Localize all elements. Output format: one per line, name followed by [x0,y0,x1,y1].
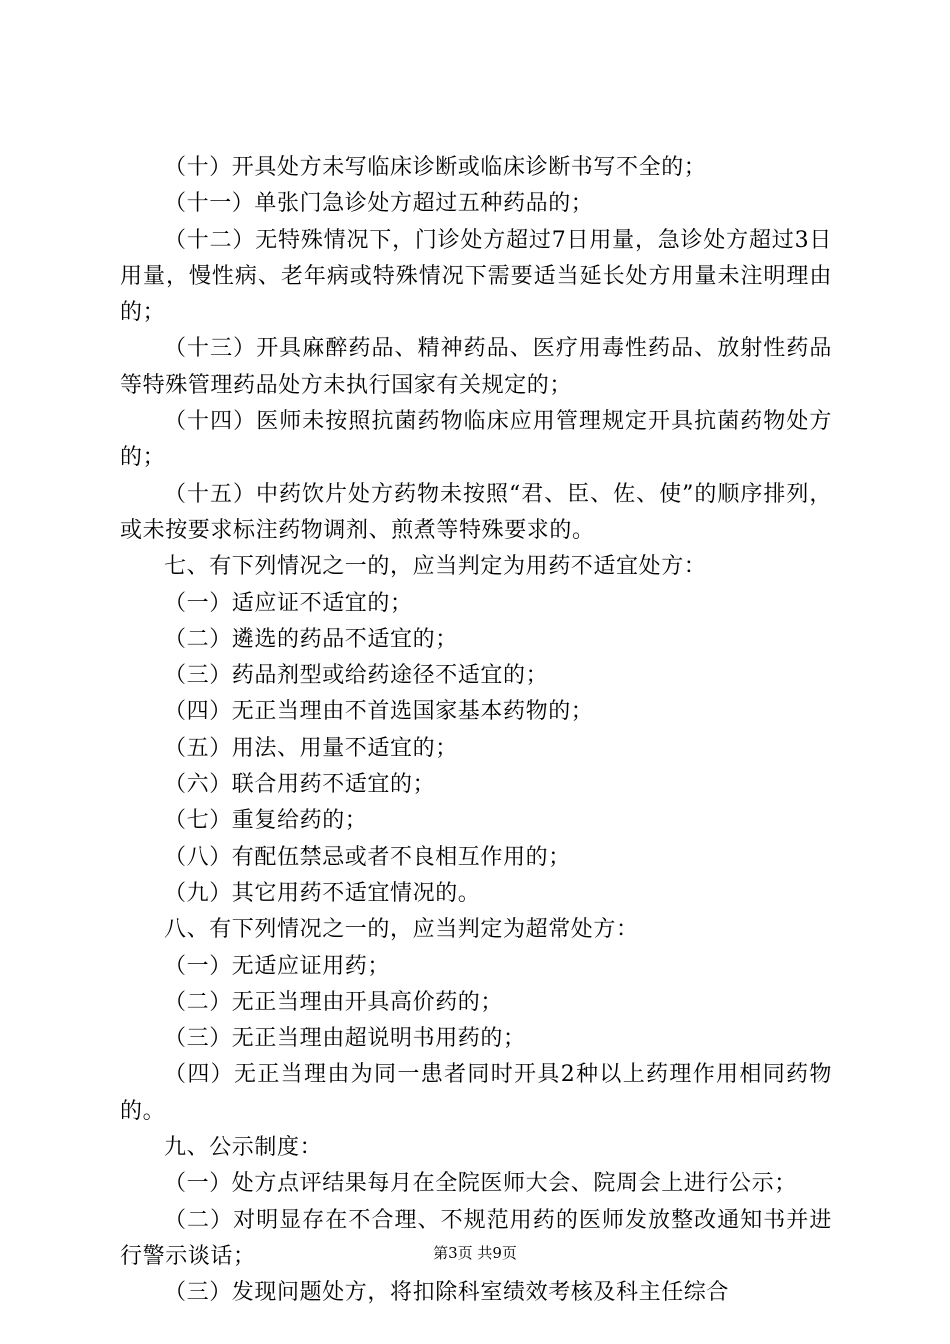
paragraph: （一）适应证不适宜的； [164,590,413,616]
paragraph: （十三）开具麻醉药品、精神药品、医疗用毒性药品、放射性药品等特殊管理药品处方未执行国家有关规定的； [120,336,832,398]
paragraph: （三）药品剂型或给药途径不适宜的； [164,663,549,689]
paragraph: （六）联合用药不适宜的； [164,772,436,798]
section-heading: 九、公示制度： [164,1135,323,1161]
paragraph: （四）无正当理由为同一患者同时开具2种以上药理作用相同药物的。 [120,1062,832,1124]
paragraph: （七）重复给药的； [164,808,368,834]
paragraph: （一）处方点评结果每月在全院医师大会、院周会上进行公示； [164,1171,797,1197]
paragraph: （九）其它用药不适宜情况的。 [164,880,481,906]
paragraph: （十二）无特殊情况下，门诊处方超过7日用量，急诊处方超过3日用量，慢性病、老年病或特殊情况下需要适当延长处方用量未注明理由的； [120,227,832,326]
paragraph: （八）有配伍禁忌或者不良相互作用的； [164,844,571,870]
paragraph: （四）无正当理由不首选国家基本药物的； [164,699,594,725]
paragraph: （三）发现问题处方，将扣除科室绩效考核及科主任综合 [164,1280,730,1306]
paragraph: （二）无正当理由开具高价药的； [164,989,504,1015]
page-number-footer: 第3页 共9页 [433,1244,517,1262]
paragraph: （一）无适应证用药； [164,953,391,979]
section-heading: 八、有下列情况之一的，应当判定为超常处方： [164,917,639,943]
paragraph: （三）无正当理由超说明书用药的； [164,1026,526,1052]
paragraph: （十四）医师未按照抗菌药物临床应用管理规定开具抗菌药物处方的； [120,409,832,471]
paragraph: （二）遴选的药品不适宜的； [164,626,458,652]
paragraph: （五）用法、用量不适宜的； [164,735,458,761]
section-heading: 七、有下列情况之一的，应当判定为用药不适宜处方： [164,554,707,580]
paragraph: （十一）单张门急诊处方超过五种药品的； [164,191,594,217]
paragraph: （十）开具处方未写临床诊断或临床诊断书写不全的； [164,155,707,180]
paragraph: （二）对明显存在不合理、不规范用药的医师发放整改通知书并进行警示谈话； [120,1207,832,1269]
paragraph: （十五）中药饮片处方药物未按照“君、臣、佐、使”的顺序排列，或未按要求标注药物调剂、煎煮等特殊要求的。 [120,481,832,543]
document-body [120,150,832,1312]
